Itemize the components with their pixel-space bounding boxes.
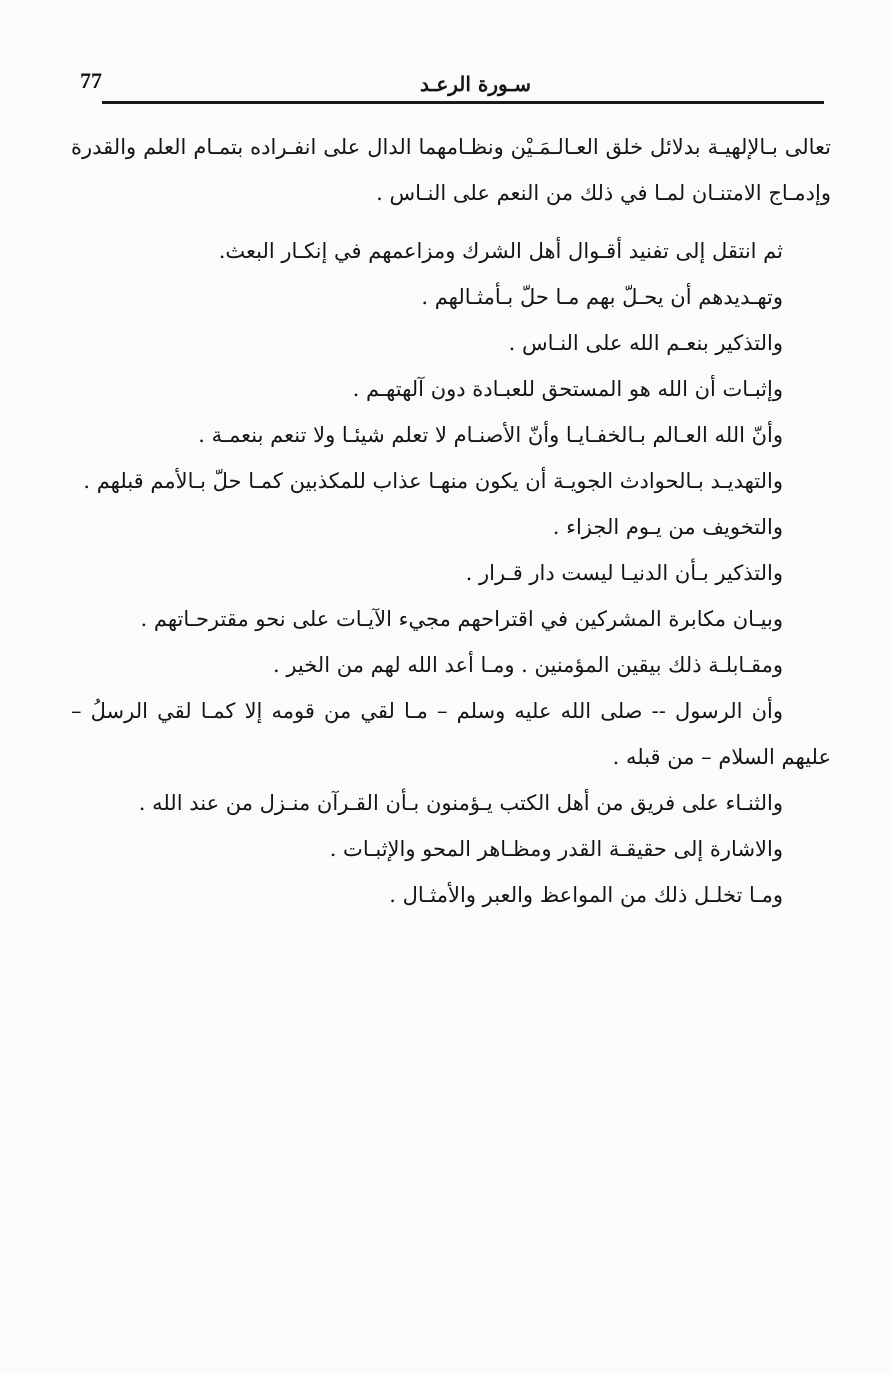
list-item: وأن الرسول -- صلى الله عليه وسلم – مـا لقي من قومه إلا كمـا لقي الرسلُ – عليهم السلام – من قبله . [71, 699, 831, 769]
list-item: والتذكير بـأن الدنيـا ليست دار قـرار . [465, 561, 783, 585]
page-body [71, 124, 831, 918]
list-item: وبيـان مكابرة المشركين في اقتراحهم مجيء الآيـات على نحو مقترحـاتهم . [140, 607, 783, 631]
running-header-title: سـورة الرعـد [419, 72, 532, 96]
list-item: وأنّ الله العـالم بـالخفـايـا وأنّ الأصنـام لا تعلم شيئـا ولا تنعم بنعمـة . [198, 423, 783, 447]
list-item: والتخويف من يـوم الجزاء . [552, 515, 783, 539]
list-item: والثنـاء على فريق من أهل الكتب يـؤمنون بـأن القـرآن منـزل من عند الله . [138, 791, 783, 815]
opening-paragraph: تعالى بـالإلهيـة بدلائل خلق العـالـمَـيْن ونظـامهما الدال على انفـراده بتمـام العلم والقدرة وإدمـاج الامتنـان لمـا في ذلك من النعم على النـاس . [71, 135, 831, 205]
page-number: 77 [80, 68, 102, 93]
list-item: والتهديـد بـالحوادث الجويـة أن يكون منهـا عذاب للمكذبين كمـا حلّ بـالأمم قبلهم . [83, 469, 783, 493]
list-item: والاشارة إلى حقيقـة القدر ومظـاهر المحو والإثبـات . [329, 837, 783, 861]
list-item: وإثبـات أن الله هو المستحق للعبـادة دون آلهتهـم . [352, 377, 783, 401]
list-item: وتهـديدهم أن يحـلّ بهم مـا حلّ بـأمثـالهم . [421, 285, 783, 309]
list-item: والتذكير بنعـم الله على النـاس . [508, 331, 783, 355]
list-item: ثم انتقل إلى تفنيد أقـوال أهل الشرك ومزاعمهم في إنكـار البعث. [218, 239, 783, 263]
header-rule [102, 101, 824, 104]
list-item: ومقـابلـة ذلك بيقين المؤمنين . ومـا أعد الله لهم من الخير . [272, 653, 783, 677]
list-item: ومـا تخلـل ذلك من المواعظ والعبر والأمثـال . [389, 883, 783, 907]
